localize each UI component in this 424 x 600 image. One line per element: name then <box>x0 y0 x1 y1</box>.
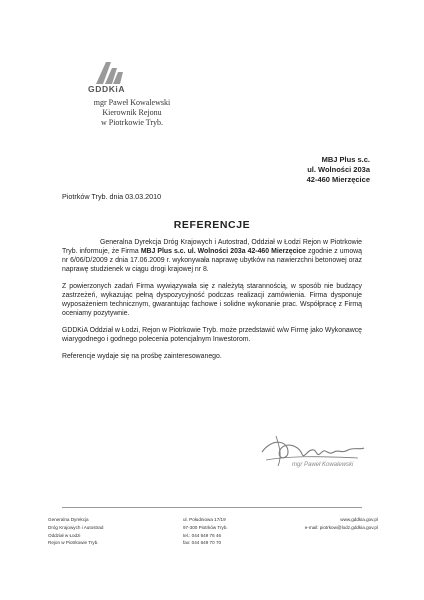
paragraph-1-rest: zgodnie z umową nr 6/06/D/2009 z dnia 17.06.2009 r. wykonywała naprawę ubytków na nawierzchni betonowej oraz naprawę studzienek w ciągu drogi krajowej nr 8. <box>62 248 362 273</box>
footer-contact <box>183 516 228 547</box>
gddkia-logo <box>92 58 126 86</box>
recipient-city: 42-460 Mierzęcice <box>306 175 370 184</box>
footer-line: 97-300 Piotrków Tryb. <box>183 524 228 530</box>
footer-line: Oddział w Łodzi <box>48 532 81 538</box>
footer-line: Dróg Krajowych i Autostrad <box>48 524 104 530</box>
footer-line: fax: 044 649 70 70 <box>183 540 222 546</box>
paragraph-4: Referencje wydaje się na prośbę zainteresowanego. <box>62 353 222 360</box>
sender-block <box>62 98 202 128</box>
letter-body <box>62 238 362 369</box>
footer-line: ul. Południowa 17/19 <box>183 517 226 522</box>
sender-location: w Piotrkowie Tryb. <box>100 118 163 127</box>
recipient-street: ul. Wolności 203a <box>307 165 370 174</box>
paragraph-1-company: MBJ Plus s.c. ul. Wolności 203a 42-460 Mierzęcice <box>140 248 306 255</box>
footer-line: tel.: 044 649 76 46 <box>183 532 222 538</box>
footer-web <box>300 516 378 532</box>
document-title: REFERENCJE <box>173 219 251 231</box>
signature-stamp-name: mgr Paweł Kowalewski <box>292 462 354 468</box>
footer-email: e-mail: piotrkow@lodz.gddkia.gov.pl <box>304 524 378 530</box>
recipient-name: MBJ Plus s.c. <box>321 155 370 164</box>
paragraph-1-intro: Generalna Dyrekcja Dróg Krajowych i Autostrad, Oddział w Łodzi Rejon w Piotrkowie Tryb. informuje, że Firma <box>62 239 362 255</box>
paragraph-3: GDDKiA Oddział w Łodzi, Rejon w Piotrkowie Tryb. może przedstawić w/w Firmę jako Wykonawcę wiarygodnego i godnego polecenia potencjalnym Inwestorom. <box>62 327 362 343</box>
paragraph-1 <box>62 238 362 274</box>
sender-position: Kierownik Rejonu <box>102 108 162 117</box>
footer-divider <box>62 507 362 508</box>
paragraph-2: Z powierzonych zadań Firma wywiązywała się z należytą starannością, w sposób nie budzący zastrzeżeń, wykazując pełną dyspozycyjność podczas realizacji zamówienia. Firma dysponuje wyposażeniem technicznym, gwarantując fachowe i solidne wykonanie prac. Współpracę z Firmą oceniamy pozytywnie. <box>62 283 362 317</box>
logo-text: GDDKiA <box>88 84 126 94</box>
date-line: Piotrków Tryb. dnia 03.03.2010 <box>62 192 162 201</box>
footer-organization <box>48 516 103 547</box>
footer-line: Generalna Dyrekcja <box>48 517 89 522</box>
recipient-address <box>307 155 370 185</box>
sender-name: mgr Paweł Kowalewski <box>93 98 171 107</box>
footer-line: Rejon w Piotrkowie Tryb. <box>48 540 99 546</box>
footer-website: www.gddkia.gov.pl <box>340 517 378 522</box>
